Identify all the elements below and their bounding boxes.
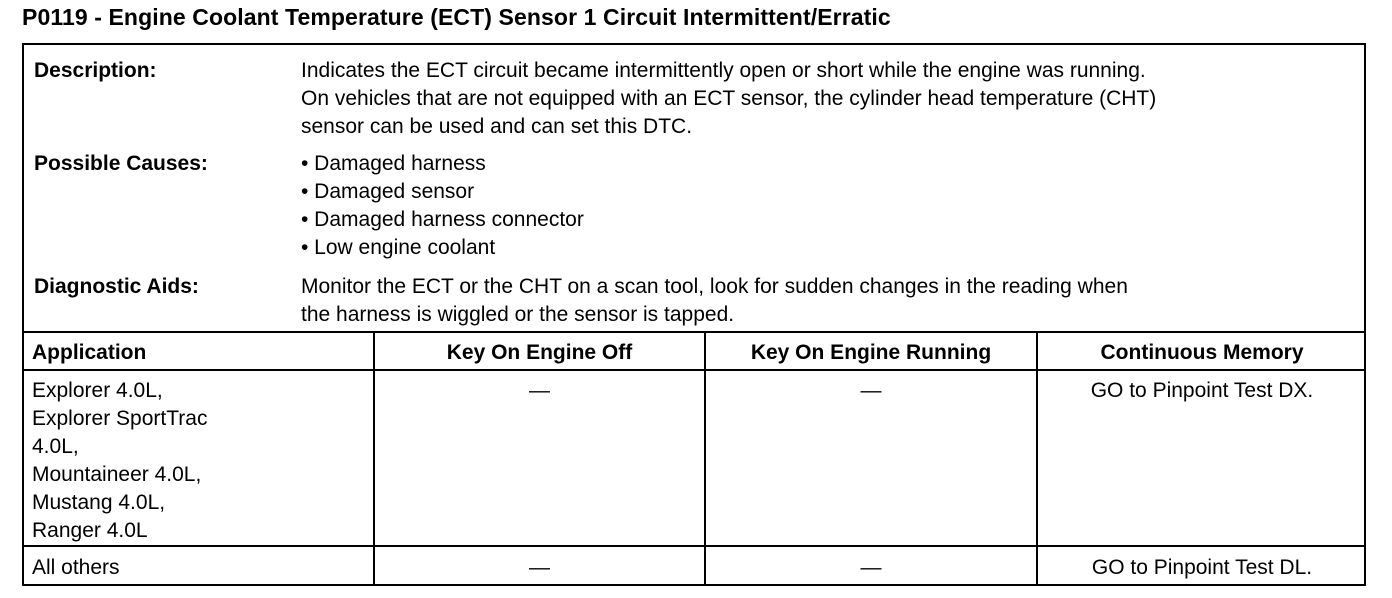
application-item: Explorer 4.0L, [32,379,163,402]
header-key-on-engine-off: Key On Engine Off [446,341,633,364]
header-application: Application [32,341,147,364]
row1-koer-dash: — [860,379,882,402]
table-row-application [32,377,207,545]
row1-koeo-dash: — [529,379,550,402]
row2-koer-dash: — [860,556,882,579]
cause-item: • Damaged harness [301,152,486,175]
description-line: On vehicles that are not equipped with an ECT sensor, the cylinder head temperature (CHT) [301,87,1157,110]
diagnostic-aids-text [301,273,1128,329]
row2-continuous-memory: GO to Pinpoint Test DL. [1091,556,1313,579]
diagnostic-aids-label: Diagnostic Aids: [34,275,199,298]
column-divider [373,333,375,584]
application-item: Explorer SportTrac [32,407,208,430]
row2-koeo-dash: — [529,556,550,579]
description-line: Indicates the ECT circuit became intermittently open or short while the engine was running. [301,59,1146,82]
header-continuous-memory: Continuous Memory [1100,341,1304,364]
cause-item: • Low engine coolant [301,236,496,259]
description-text [301,57,1156,141]
possible-causes-label: Possible Causes: [34,152,208,175]
application-item: Mountaineer 4.0L, [32,463,202,486]
application-item: 4.0L, [32,435,79,458]
diagnostic-aids-line: Monitor the ECT or the CHT on a scan tool, look for sudden changes in the reading when [301,275,1128,298]
application-item: Ranger 4.0L [32,519,148,542]
column-divider [704,333,706,584]
page-title: P0119 - Engine Coolant Temperature (ECT) Sensor 1 Circuit Intermittent/Erratic [22,4,891,30]
dtc-table [22,43,1366,586]
possible-causes-list [301,150,584,262]
divider [24,331,1364,333]
divider [24,545,1364,547]
application-item: Mustang 4.0L, [32,491,166,514]
description-line: sensor can be used and can set this DTC. [301,115,693,138]
cause-item: • Damaged harness connector [301,208,584,231]
row1-continuous-memory: GO to Pinpoint Test DX. [1090,379,1314,402]
description-label: Description: [34,59,157,82]
cause-item: • Damaged sensor [301,180,475,203]
column-divider [1036,333,1038,584]
header-key-on-engine-running: Key On Engine Running [750,341,992,364]
divider [24,369,1364,371]
diagnostic-aids-line: the harness is wiggled or the sensor is tapped. [301,303,735,326]
row2-application: All others [32,556,120,579]
